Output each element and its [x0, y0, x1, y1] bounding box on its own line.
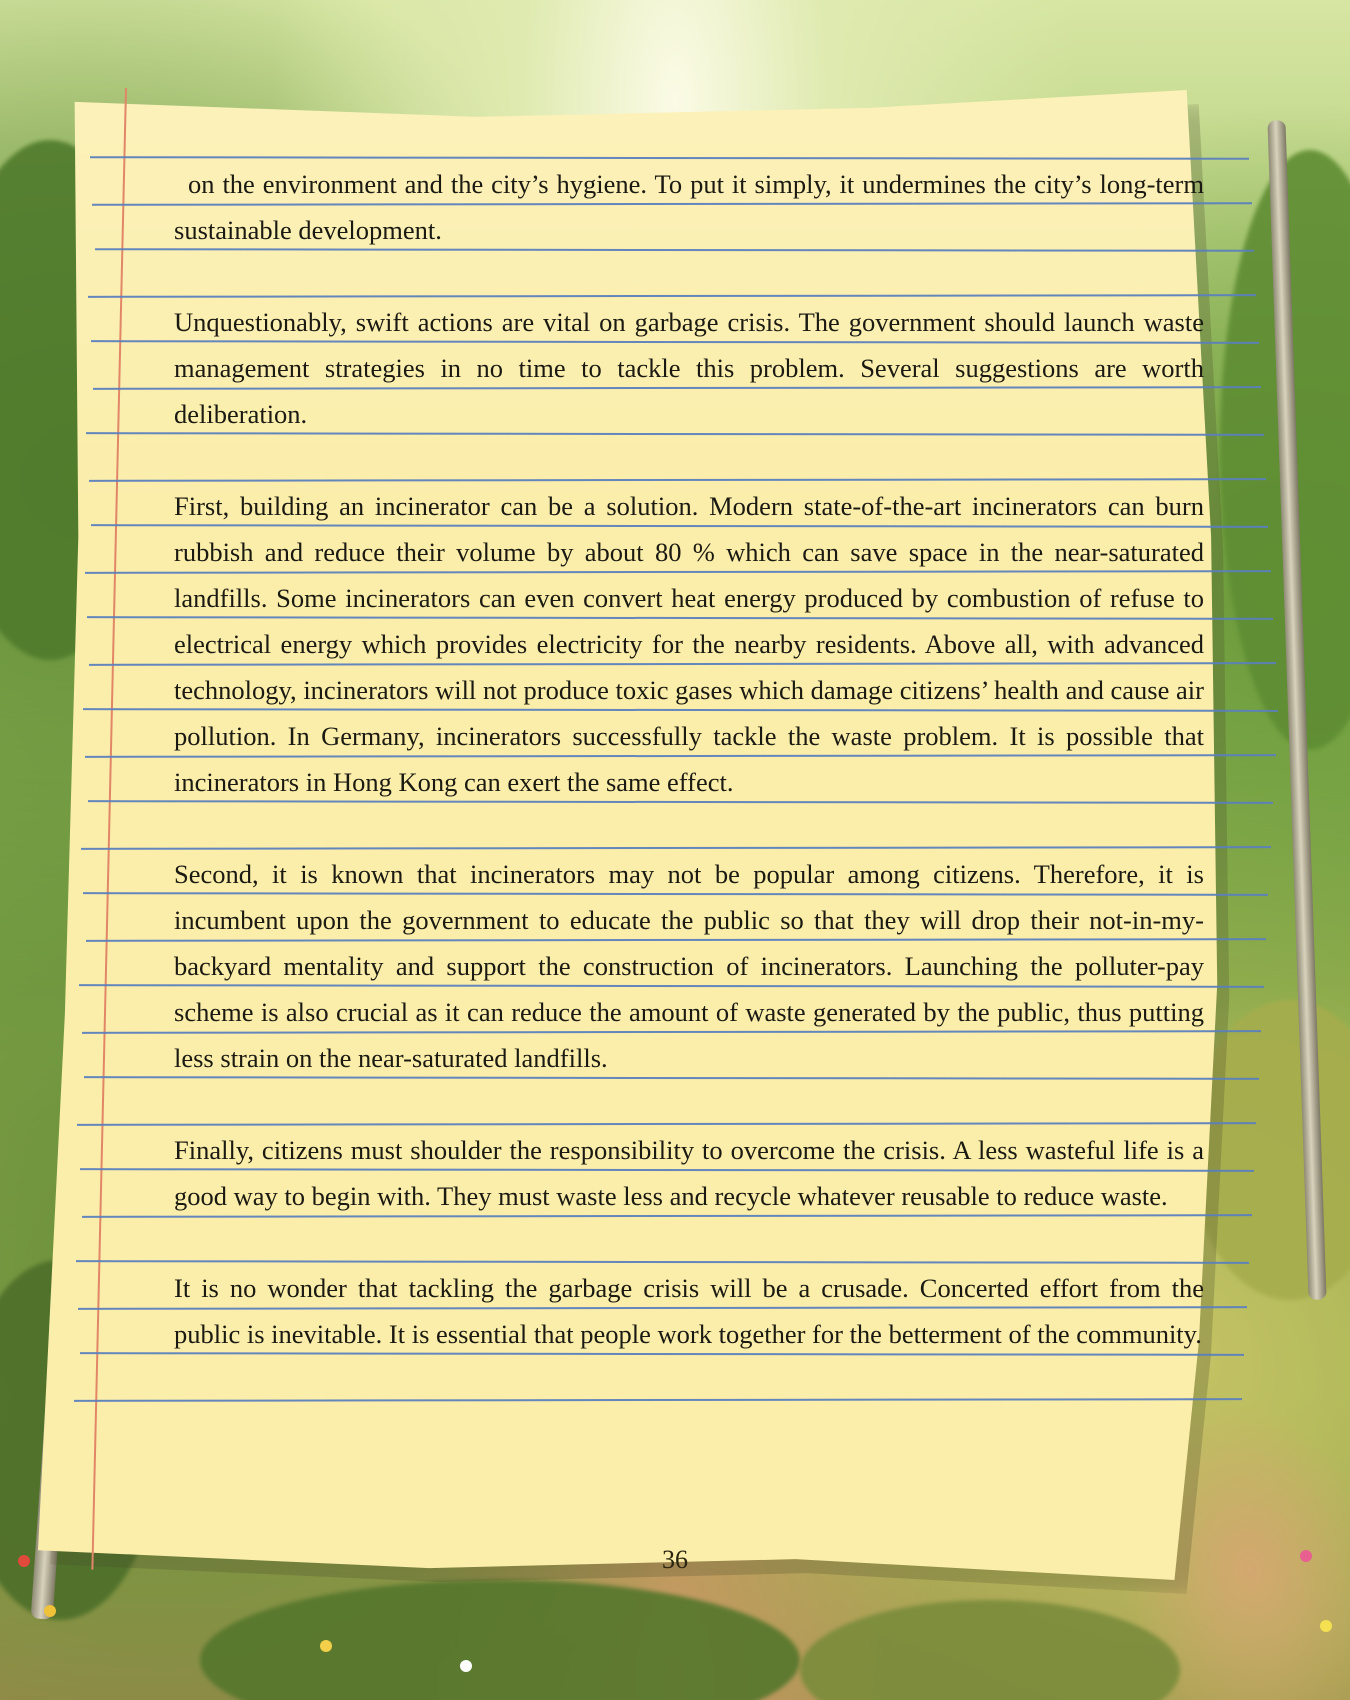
- foliage-cluster: [200, 1580, 800, 1700]
- paragraph: Unquestionably, swift actions are vital on garbage crisis. The government should launch waste management strategies in no time to tackle this problem. Several suggestions are worth deliberation.: [174, 307, 1204, 429]
- flower: [1320, 1620, 1332, 1632]
- foliage-cluster: [800, 1600, 1180, 1700]
- flower: [44, 1605, 56, 1617]
- paragraph: Finally, citizens must shoulder the responsibility to overcome the crisis. A less wasteful life is a good way to begin with. They must waste less and recycle whatever reusable to reduce waste.: [174, 1135, 1204, 1211]
- paragraph: on the environment and the city’s hygiene. To put it simply, it undermines the city’s long-term sustainable development.: [174, 169, 1204, 245]
- flower: [320, 1640, 332, 1652]
- paragraph: First, building an incinerator can be a solution. Modern state-of-the-art incinerators can burn rubbish and reduce their volume by about 80 % which can save space in the near-saturated landfills. Some incinerators can even convert heat energy produced by combustion of refuse to electrical energy which provides electricity for the nearby residents. Above all, with advanced technology, incinerators will not produce toxic gases which damage citizens’ health and cause air pollution. In Germany, incinerators successfully tackle the waste problem. It is possible that incinerators in Hong Kong can exert the same effect.: [174, 491, 1204, 797]
- flower: [460, 1660, 472, 1672]
- page-number: 36: [662, 1545, 688, 1574]
- essay-text: [174, 161, 1204, 1357]
- paragraph: Second, it is known that incinerators may not be popular among citizens. Therefore, it is incumbent upon the government to educate the public so that they will drop their not-in-my-backyard mentality and support the construction of incinerators. Launching the polluter-pay scheme is also crucial as it can reduce the amount of waste generated by the public, thus putting less strain on the near-saturated landfills.: [174, 859, 1204, 1073]
- paragraph: It is no wonder that tackling the garbage crisis will be a crusade. Concerted effort from the public is inevitable. It is essential that people work together for the betterment of the community.: [174, 1273, 1204, 1349]
